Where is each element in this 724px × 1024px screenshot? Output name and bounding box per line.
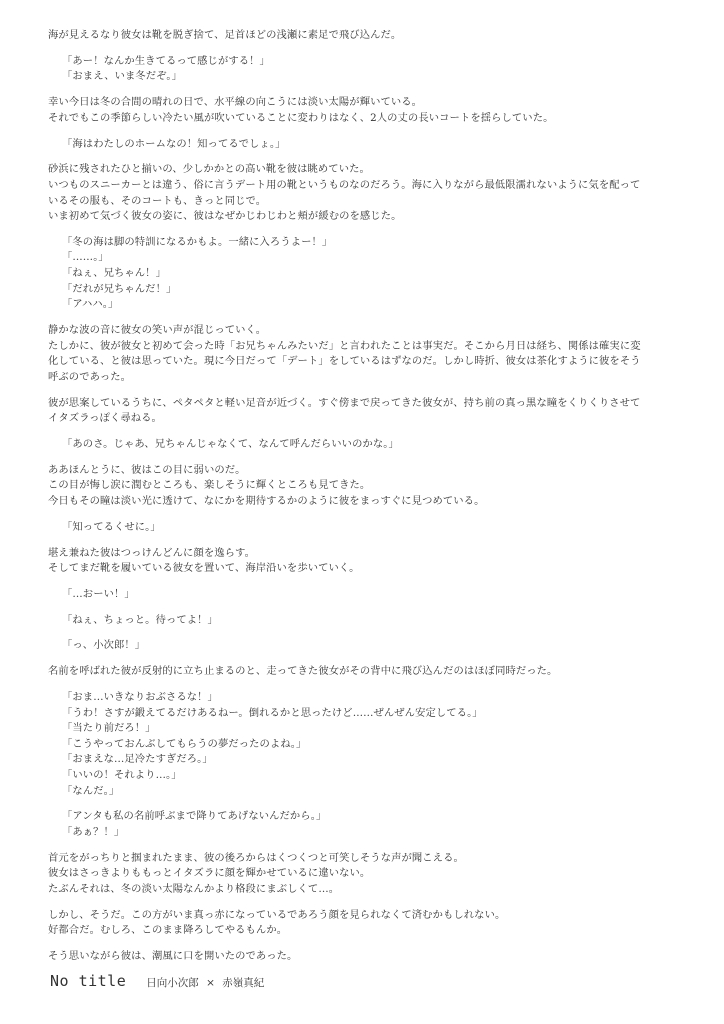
dialogue-line: 「っ、小次郎！」 xyxy=(62,639,146,652)
narration-line: 静かな波の音に彼女の笑い声が混じっていく。 xyxy=(48,324,267,337)
dialogue-line: 「アハハ。」 xyxy=(62,298,119,311)
narration-line: 彼女はさっきよりももっとイタズラに顔を輝かせているに違いない。 xyxy=(48,867,371,880)
narration-line: 堪え兼ねた彼はつっけんどんに顔を逸らす。 xyxy=(48,546,256,559)
dialogue-line: 「うわ！さすが鍛えてるだけあるねー。倒れるかと思ったけど……ぜんぜん安定してる。」 xyxy=(62,706,483,719)
paragraph-gap xyxy=(48,628,688,638)
dialogue-line: 「アンタも私の名前呼ぶまで降りてあげないんだから。」 xyxy=(62,810,327,823)
paragraph-gap xyxy=(48,510,688,520)
paragraph-gap xyxy=(48,313,688,323)
dialogue-line: 「こうやっておんぶしてもらうの夢だったのよね。」 xyxy=(62,737,307,750)
paragraph-gap xyxy=(48,85,688,95)
paragraph-gap xyxy=(48,44,688,54)
narration-line: そしてまだ靴を履いている彼女を置いて、海岸沿いを歩いていく。 xyxy=(48,562,360,575)
paragraph-gap xyxy=(48,152,688,162)
narration-line: この目が悔し涙に潤むところも、楽しそうに輝くところも見てきた。 xyxy=(48,479,371,492)
narration-line: それでもこの季節らしい冷たい風が吹いていることに変わりはなく、2人の丈の長いコートを揺らしていた。 xyxy=(48,111,554,124)
paragraph-gap xyxy=(48,577,688,587)
narration-line: 海が見えるなり彼女は靴を脱ぎ捨て、足首ほどの浅瀬に素足で飛び込んだ。 xyxy=(48,29,402,41)
narration-line: 好都合だ。むしろ、このまま降ろしてやるもんか。 xyxy=(48,924,288,937)
dialogue-line: 「……。」 xyxy=(62,251,109,264)
narration-line: ああほんとうに、彼はこの目に弱いのだ。 xyxy=(48,463,246,476)
dialogue-line: 「あぁ？！」 xyxy=(62,825,125,838)
narration-line: いるその服も、そのコートも、きっと同じで。 xyxy=(48,194,267,207)
paragraph-gap xyxy=(48,602,688,612)
narration-line: 名前を呼ばれた彼が反射的に立ち止まるのと、走ってきた彼女がその背中に飛び込んだのはほぼ同時だった。 xyxy=(48,665,558,678)
dialogue-line: 「…おーい！」 xyxy=(62,587,135,600)
story-credit: 日向小次郎 × 赤嶺真紀 xyxy=(146,977,265,989)
narration-line: しかし、そうだ。この方がいま真っ赤になっているであろう顔を見られなくて済むかもしれない。 xyxy=(48,908,506,921)
dialogue-line: 「おま…いきなりおぶさるな！」 xyxy=(62,691,218,703)
narration-line: たしかに、彼が彼女と初めて会った時「お兄ちゃんみたいだ」と言われたことは事実だ。そこから月日は経ち、関係は確実に変 xyxy=(48,339,641,352)
dialogue-line: 「だれが兄ちゃんだ！」 xyxy=(62,282,177,295)
paragraph-gap xyxy=(48,680,688,690)
dialogue-line: 「あー！なんか生きてるって感じがする！」 xyxy=(62,54,270,67)
story-body xyxy=(48,28,688,965)
paragraph-gap xyxy=(48,453,688,463)
paragraph-gap xyxy=(48,939,688,949)
paragraph-gap xyxy=(48,898,688,908)
paragraph-gap xyxy=(48,126,688,136)
story-footer xyxy=(50,972,264,990)
paragraph-gap xyxy=(48,385,688,395)
paragraph-gap xyxy=(48,535,688,545)
narration-line: 彼が思案しているうちに、ペタペタと軽い足音が近づく。すぐ傍まで戻ってきた彼女が、持ち前の真っ黒な瞳をくりくりさせて xyxy=(48,396,641,409)
narration-line: 今日もその瞳は淡い光に透けて、なにかを期待するかのように彼をまっすぐに見つめている。 xyxy=(48,494,485,507)
story-title: No title xyxy=(50,972,127,990)
narration-line: 首元をがっちりと掴まれたまま、彼の後ろからはくつくつと可笑しそうな声が聞こえる。 xyxy=(48,851,464,864)
dialogue-line: 「ねぇ、ちょっと。待ってよ！」 xyxy=(62,613,218,626)
narration-line: いま初めて気づく彼女の姿に、彼はなぜかじわじわと頬が緩むのを感じた。 xyxy=(48,210,402,223)
paragraph-gap xyxy=(48,799,688,809)
dialogue-line: 「知ってるくせに。」 xyxy=(62,520,161,533)
narration-line: 化している、と彼は思っていた。現に今日だって「デート」をしているはずなのだ。しかし時折、彼女は茶化すように彼をそう xyxy=(48,355,641,368)
dialogue-line: 「冬の海は脚の特訓になるかもよ。一緒に入ろうよー！」 xyxy=(62,235,333,248)
narration-line: 呼ぶのであった。 xyxy=(48,370,132,383)
dialogue-line: 「ねぇ、兄ちゃん！」 xyxy=(62,267,166,280)
dialogue-line: 「いいの！それより…。」 xyxy=(62,768,182,781)
dialogue-line: 「あのさ。じゃあ、兄ちゃんじゃなくて、なんて呼んだらいいのかな。」 xyxy=(62,437,399,450)
paragraph-gap xyxy=(48,841,688,851)
dialogue-line: 「おまえ、いま冬だぞ。」 xyxy=(62,70,183,83)
dialogue-line: 「おまえな…足冷たすぎだろ。」 xyxy=(62,753,213,766)
narration-line: 砂浜に残されたひと揃いの、少しかかとの高い靴を彼は眺めていた。 xyxy=(48,163,370,176)
paragraph-gap xyxy=(48,654,688,664)
narration-line: そう思いながら彼は、潮風に口を開いたのであった。 xyxy=(48,950,298,963)
paragraph-gap xyxy=(48,427,688,437)
paragraph-gap xyxy=(48,225,688,235)
narration-line: いつものスニーカーとは違う、俗に言うデート用の靴というものなのだろう。海に入りながら最低限濡れないように気を配って xyxy=(48,178,641,191)
dialogue-line: 「海はわたしのホームなの！知ってるでしょ。」 xyxy=(62,137,286,150)
dialogue-line: 「当たり前だろ！」 xyxy=(62,722,156,735)
narration-line: イタズラっぽく尋ねる。 xyxy=(48,412,162,425)
dialogue-line: 「なんだ。」 xyxy=(62,784,120,797)
narration-line: たぶんそれは、冬の淡い太陽なんかより格段にまぶしくて…。 xyxy=(48,882,340,895)
narration-line: 幸い今日は冬の合間の晴れの日で、水平線の向こうには淡い太陽が輝いている。 xyxy=(48,96,423,109)
